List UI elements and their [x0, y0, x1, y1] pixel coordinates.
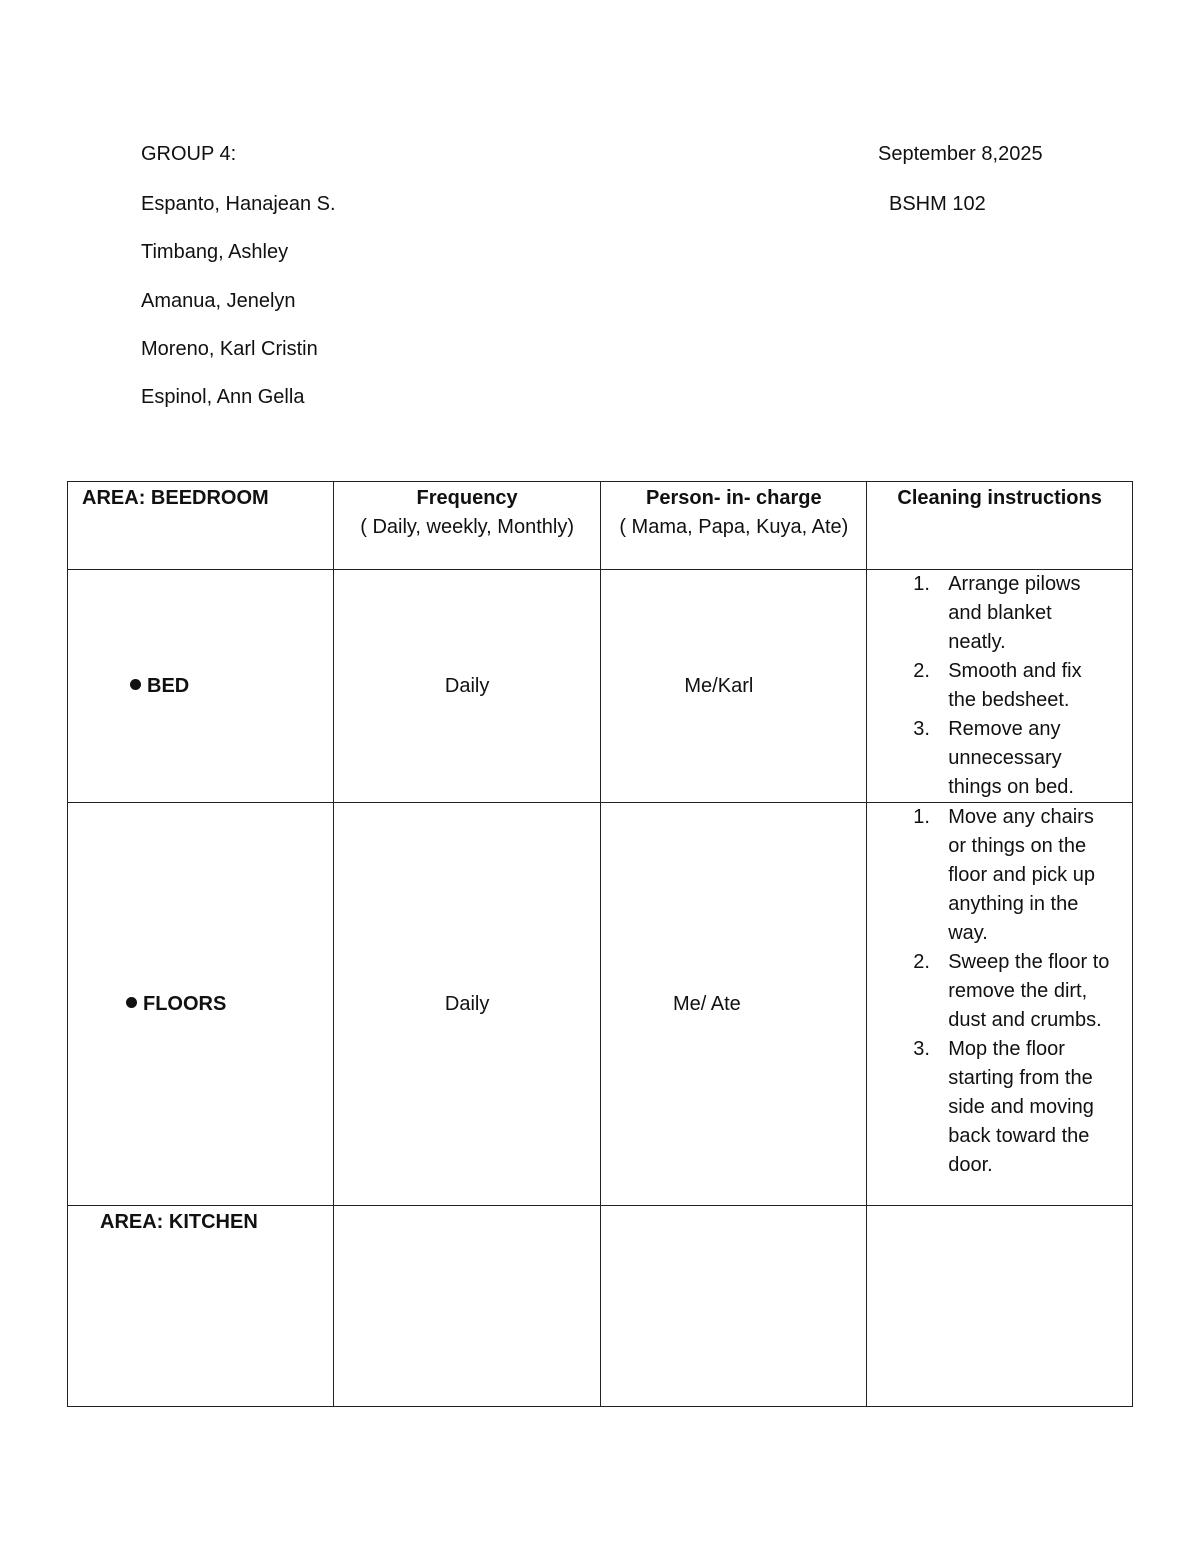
- empty-cell: [333, 1206, 601, 1407]
- list-item: [867, 657, 1132, 715]
- list-item: [867, 803, 1132, 948]
- empty-cell: [867, 1206, 1133, 1407]
- step-number: 1.: [913, 573, 930, 595]
- person-header-title: Person- in- charge: [646, 487, 822, 509]
- list-item: [867, 1035, 1132, 1180]
- step-number: 3.: [913, 1038, 930, 1060]
- instructions-cell: [867, 570, 1133, 803]
- frequency-header: [333, 482, 601, 570]
- item-label: FLOORS: [143, 992, 227, 1015]
- empty-cell: [601, 1206, 867, 1407]
- course-label: BSHM 102: [889, 193, 986, 215]
- step-text: Sweep the floor to remove the dirt, dust and crumbs.: [948, 951, 1110, 1031]
- bullet-dot-icon: [130, 679, 141, 690]
- frequency-cell: Daily: [333, 570, 601, 803]
- person-header: [601, 482, 867, 570]
- item-bullet: [126, 990, 226, 1019]
- frequency-cell: Daily: [333, 803, 601, 1206]
- instructions-cell: [867, 803, 1133, 1206]
- table-row: [68, 570, 1133, 803]
- list-item: [867, 948, 1132, 1035]
- area-header-label: AREA: BEEDROOM: [82, 487, 269, 509]
- bullet-dot-icon: [126, 997, 137, 1008]
- date-label: September 8,2025: [878, 143, 1043, 165]
- step-number: 2.: [913, 660, 930, 682]
- member-name: Timbang, Ashley: [141, 241, 289, 263]
- member-name: Moreno, Karl Cristin: [141, 338, 318, 360]
- instructions-header-title: Cleaning instructions: [897, 487, 1102, 509]
- member-name: Espinol, Ann Gella: [141, 386, 305, 408]
- table-row: [68, 1206, 1133, 1407]
- step-text: Move any chairs or things on the floor and pick up anything in the way.: [948, 806, 1095, 944]
- person-cell: [601, 570, 867, 803]
- frequency-header-title: Frequency: [416, 487, 518, 509]
- member-name: Espanto, Hanajean S.: [141, 193, 336, 215]
- step-text: Mop the floor starting from the side and moving back toward the door.: [948, 1038, 1094, 1176]
- table-row: [68, 803, 1133, 1206]
- person-label: Me/Karl: [684, 674, 754, 697]
- member-name: Amanua, Jenelyn: [141, 290, 296, 312]
- list-item: [867, 715, 1132, 802]
- instructions-header: [867, 482, 1133, 570]
- step-text: Arrange pilows and blanket neatly.: [948, 573, 1081, 653]
- step-number: 1.: [913, 806, 930, 828]
- table-header-row: [68, 482, 1133, 570]
- instruction-list: [867, 570, 1132, 802]
- instruction-list: [867, 803, 1132, 1180]
- person-cell: [601, 803, 867, 1206]
- item-cell: [68, 803, 334, 1206]
- kitchen-area-label: AREA: KITCHEN: [100, 1211, 258, 1233]
- kitchen-area-cell: [68, 1206, 334, 1407]
- frequency-header-sub: ( Daily, weekly, Monthly): [360, 516, 574, 538]
- item-label: BED: [147, 674, 190, 697]
- person-header-sub: ( Mama, Papa, Kuya, Ate): [619, 516, 849, 538]
- step-text: Remove any unnecessary things on bed.: [948, 718, 1074, 798]
- area-header: [68, 482, 334, 570]
- group-label: GROUP 4:: [141, 143, 237, 165]
- person-label: Me/ Ate: [672, 992, 741, 1015]
- list-item: [867, 570, 1132, 657]
- cleaning-schedule-table: [67, 481, 1133, 1407]
- step-number: 2.: [913, 951, 930, 973]
- step-number: 3.: [913, 718, 930, 740]
- item-cell: [68, 570, 334, 803]
- step-text: Smooth and fix the bedsheet.: [948, 660, 1082, 711]
- item-bullet: [130, 672, 189, 701]
